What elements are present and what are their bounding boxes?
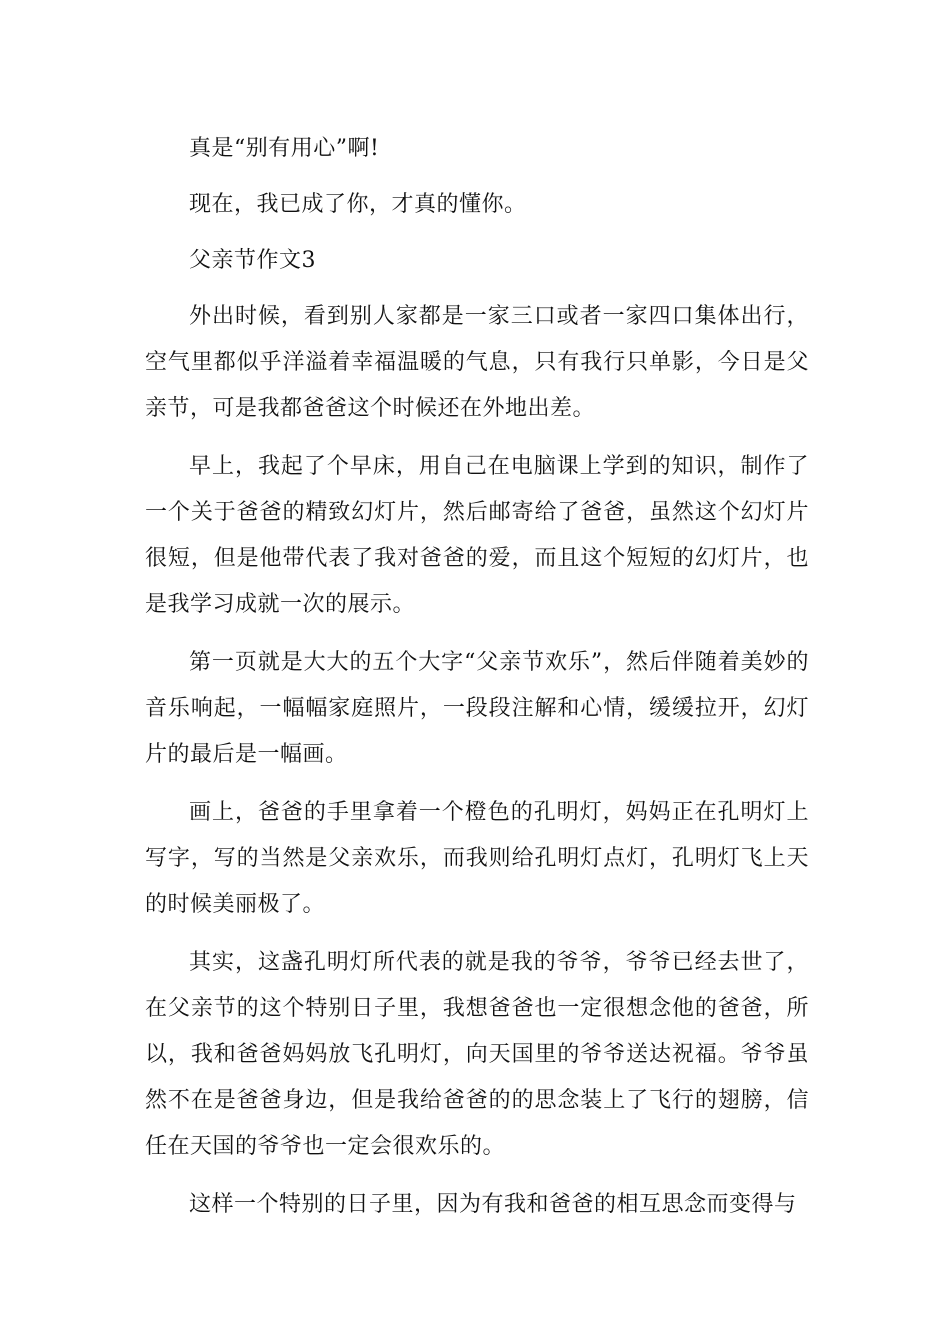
paragraph-7: 其实，这盏孔明灯所代表的就是我的爷爷，爷爷已经去世了，在父亲节的这个特别日子里，我想爸爸也一定很想念他的爸爸，所以，我和爸爸妈妈放飞孔明灯，向天国里的爷爷送达祝福。爷爷虽然不在是爸爸身边，但是我给爸爸的的思念装上了飞行的翅膀，信任在天国的爷爷也一定会很欢乐的。 [145,950,809,1159]
paragraph-3: 外出时候，看到别人家都是一家三口或者一家四口集体出行，空气里都似乎洋溢着幸福温暖的气息，只有我行只单影，今日是父亲节，可是我都爸爸这个时候还在外地出差。 [145,304,809,421]
paragraph-4: 早上，我起了个早床，用自己在电脑课上学到的知识，制作了一个关于爸爸的精致幻灯片，然后邮寄给了爸爸，虽然这个幻灯片很短，但是他带代表了我对爸爸的爱，而且这个短短的幻灯片，也是我学习成就一次的展示。 [145,454,809,617]
paragraph-5: 第一页就是大大的五个大字“父亲节欢乐”，然后伴随着美妙的音乐响起，一幅幅家庭照片，一段段注解和心情，缓缓拉开，幻灯片的最后是一幅画。 [145,650,809,767]
paragraph-2: 现在，我已成了你，才真的懂你。 [189,192,527,217]
document-body [145,126,809,1240]
section-heading: 父亲节作文3 [189,248,316,273]
paragraph-8: 这样一个特别的日子里，因为有我和爸爸的相互思念而变得与 [189,1192,797,1217]
paragraph-6: 画上，爸爸的手里拿着一个橙色的孔明灯，妈妈正在孔明灯上写字，写的当然是父亲欢乐，而我则给孔明灯点灯，孔明灯飞上天的时候美丽极了。 [145,800,809,917]
paragraph-1: 真是“别有用心”啊! [189,136,380,161]
